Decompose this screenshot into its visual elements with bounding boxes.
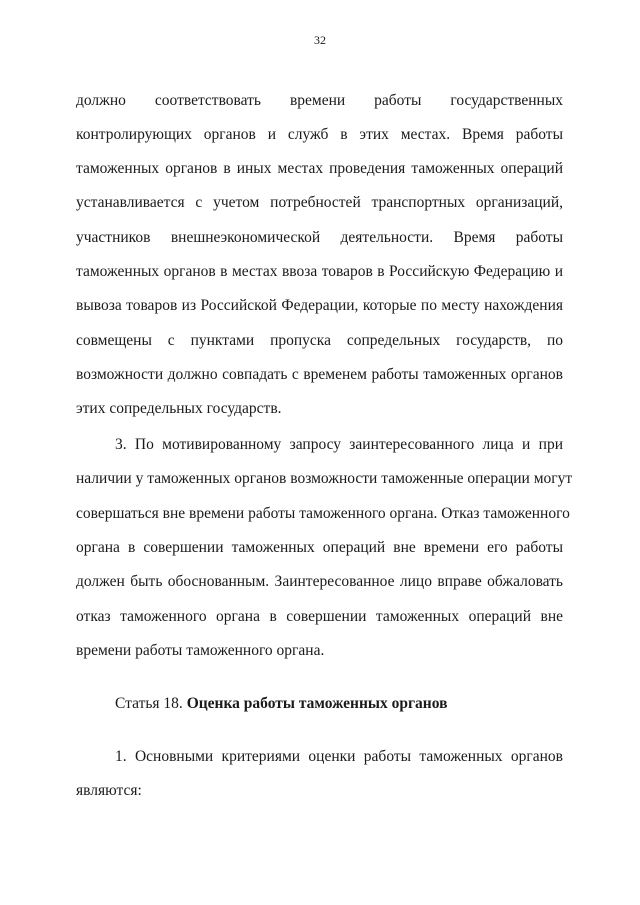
text-line: 1. Основными критериями оценки работы таможенных органов xyxy=(115,748,563,765)
text-line: участников внешнеэкономической деятельности. Время работы xyxy=(76,229,563,246)
text-line: контролирующих органов и служб в этих местах. Время работы xyxy=(76,126,563,143)
text-line: должно соответствовать времени работы государственных xyxy=(76,92,563,109)
text-line: таможенных органов в местах ввоза товаров в Российскую Федерацию и xyxy=(76,263,563,280)
text-line: устанавливается с учетом потребностей транспортных организаций, xyxy=(76,194,563,211)
article-heading xyxy=(115,695,447,713)
text-line: являются: xyxy=(76,782,142,799)
text-line: наличии у таможенных органов возможности таможенные операции могут xyxy=(76,470,573,487)
text-line: органа в совершении таможенных операций вне времени его работы xyxy=(76,539,563,556)
article-title: Оценка работы таможенных органов xyxy=(186,695,448,712)
text-line: вывоза товаров из Российской Федерации, которые по месту нахождения xyxy=(76,297,563,314)
text-line: совершаться вне времени работы таможенного органа. Отказ таможенного xyxy=(76,505,570,522)
text-line: отказ таможенного органа в совершении таможенных операций вне xyxy=(76,608,563,625)
text-line: совмещены с пунктами пропуска сопредельных государств, по xyxy=(76,332,563,349)
text-line: 3. По мотивированному запросу заинтересованного лица и при xyxy=(115,436,563,453)
page-number: 32 xyxy=(314,33,326,47)
text-line: возможности должно совпадать с временем работы таможенных органов xyxy=(76,366,563,383)
article-number: Статья 18. xyxy=(115,695,187,712)
text-line: должен быть обоснованным. Заинтересованное лицо вправе обжаловать xyxy=(76,573,563,590)
text-line: времени работы таможенного органа. xyxy=(76,642,325,659)
text-line: таможенных органов в иных местах проведения таможенных операций xyxy=(76,160,563,177)
text-line: этих сопредельных государств. xyxy=(76,400,282,417)
